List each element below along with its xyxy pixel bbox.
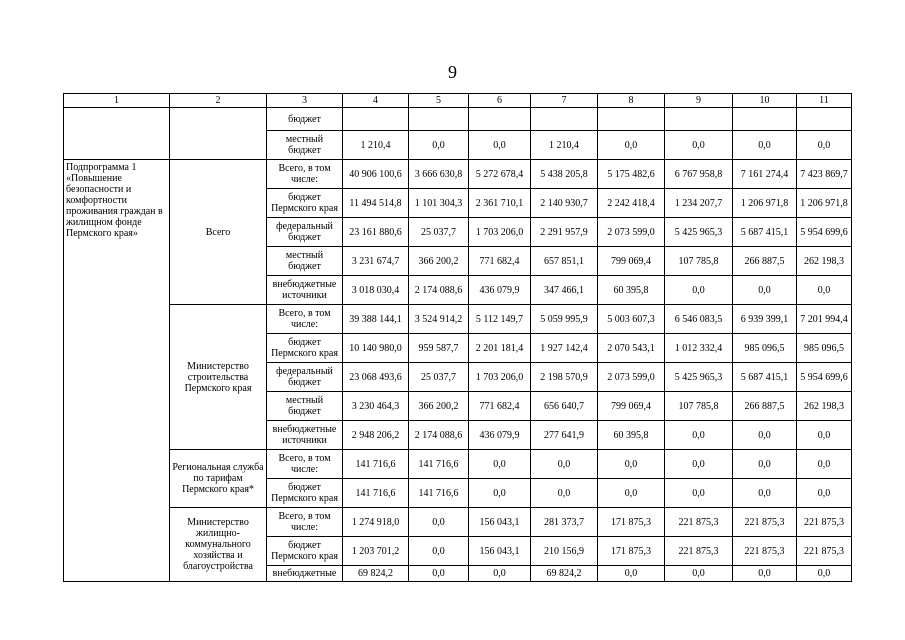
amount-cell: 985 096,5 <box>733 334 797 363</box>
amount-cell: 60 395,8 <box>598 276 665 305</box>
amount-cell: 6 939 399,1 <box>733 305 797 334</box>
amount-cell: 366 200,2 <box>409 392 469 421</box>
amount-cell: 2 291 957,9 <box>531 218 598 247</box>
header-cell: 2 <box>170 94 267 108</box>
funding-source-cell: местный бюджет <box>267 247 343 276</box>
amount-cell: 69 824,2 <box>531 566 598 582</box>
amount-cell: 0,0 <box>733 450 797 479</box>
funding-source-cell: Всего, в том числе: <box>267 450 343 479</box>
amount-cell: 1 206 971,8 <box>797 189 852 218</box>
amount-cell <box>665 108 733 131</box>
subprogram-title: Подпрограмма 1 «Повышение безопасности и комфортности проживания граждан в жилищном фонде Пермского края» <box>64 160 170 582</box>
header-cell: 3 <box>267 94 343 108</box>
amount-cell: 5 272 678,4 <box>469 160 531 189</box>
amount-cell: 5 003 607,3 <box>598 305 665 334</box>
amount-cell: 959 587,7 <box>409 334 469 363</box>
amount-cell: 0,0 <box>531 450 598 479</box>
amount-cell: 1 210,4 <box>343 131 409 160</box>
amount-cell: 221 875,3 <box>733 508 797 537</box>
amount-cell: 436 079,9 <box>469 421 531 450</box>
amount-cell: 39 388 144,1 <box>343 305 409 334</box>
amount-cell: 2 361 710,1 <box>469 189 531 218</box>
amount-cell: 0,0 <box>598 479 665 508</box>
table-row <box>64 450 852 479</box>
amount-cell: 156 043,1 <box>469 508 531 537</box>
amount-cell: 2 140 930,7 <box>531 189 598 218</box>
amount-cell: 2 070 543,1 <box>598 334 665 363</box>
funding-source-cell: бюджет <box>267 108 343 131</box>
amount-cell: 1 274 918,0 <box>343 508 409 537</box>
amount-cell: 7 161 274,4 <box>733 160 797 189</box>
amount-cell: 0,0 <box>409 566 469 582</box>
budget-table <box>63 93 852 582</box>
amount-cell <box>343 108 409 131</box>
amount-cell: 0,0 <box>469 479 531 508</box>
amount-cell: 3 018 030,4 <box>343 276 409 305</box>
header-cell: 5 <box>409 94 469 108</box>
amount-cell: 107 785,8 <box>665 392 733 421</box>
funding-source-cell: Всего, в том числе: <box>267 305 343 334</box>
amount-cell: 0,0 <box>469 131 531 160</box>
amount-cell: 6 767 958,8 <box>665 160 733 189</box>
amount-cell: 2 174 088,6 <box>409 276 469 305</box>
amount-cell <box>797 108 852 131</box>
amount-cell: 171 875,3 <box>598 508 665 537</box>
amount-cell: 0,0 <box>409 537 469 566</box>
amount-cell: 2 174 088,6 <box>409 421 469 450</box>
amount-cell: 141 716,6 <box>343 479 409 508</box>
amount-cell: 266 887,5 <box>733 247 797 276</box>
amount-cell: 0,0 <box>409 508 469 537</box>
funding-source-cell: местный бюджет <box>267 131 343 160</box>
funding-source-cell: бюджет Пермского края <box>267 189 343 218</box>
header-cell: 6 <box>469 94 531 108</box>
amount-cell: 277 641,9 <box>531 421 598 450</box>
amount-cell: 141 716,6 <box>409 479 469 508</box>
amount-cell: 0,0 <box>409 131 469 160</box>
group-ministry-construction: Министерство строительства Пермского края <box>170 305 267 450</box>
amount-cell: 2 073 599,0 <box>598 218 665 247</box>
amount-cell: 1 206 971,8 <box>733 189 797 218</box>
amount-cell: 1 210,4 <box>531 131 598 160</box>
amount-cell: 0,0 <box>531 479 598 508</box>
amount-cell: 7 423 869,7 <box>797 160 852 189</box>
table-row <box>64 305 852 334</box>
header-cell: 11 <box>797 94 852 108</box>
amount-cell: 3 524 914,2 <box>409 305 469 334</box>
funding-source-cell: федеральный бюджет <box>267 218 343 247</box>
funding-source-cell: местный бюджет <box>267 392 343 421</box>
amount-cell: 156 043,1 <box>469 537 531 566</box>
amount-cell: 1 234 207,7 <box>665 189 733 218</box>
amount-cell: 0,0 <box>665 131 733 160</box>
amount-cell: 0,0 <box>797 421 852 450</box>
group-tariff-service: Региональная служба по тарифам Пермского края* <box>170 450 267 508</box>
amount-cell: 0,0 <box>733 479 797 508</box>
amount-cell: 1 927 142,4 <box>531 334 598 363</box>
amount-cell: 0,0 <box>598 566 665 582</box>
header-cell: 1 <box>64 94 170 108</box>
amount-cell: 23 161 880,6 <box>343 218 409 247</box>
header-cell: 9 <box>665 94 733 108</box>
group-blank-cell <box>170 108 267 160</box>
amount-cell: 266 887,5 <box>733 392 797 421</box>
amount-cell: 141 716,6 <box>409 450 469 479</box>
header-cell: 7 <box>531 94 598 108</box>
amount-cell: 1 703 206,0 <box>469 218 531 247</box>
amount-cell: 141 716,6 <box>343 450 409 479</box>
amount-cell: 0,0 <box>797 450 852 479</box>
amount-cell: 0,0 <box>598 450 665 479</box>
funding-source-cell: внебюджетные <box>267 566 343 582</box>
amount-cell <box>469 108 531 131</box>
amount-cell: 6 546 083,5 <box>665 305 733 334</box>
header-cell: 4 <box>343 94 409 108</box>
amount-cell: 5 059 995,9 <box>531 305 598 334</box>
amount-cell: 436 079,9 <box>469 276 531 305</box>
amount-cell: 0,0 <box>665 566 733 582</box>
amount-cell: 5 954 699,6 <box>797 218 852 247</box>
header-cell: 10 <box>733 94 797 108</box>
amount-cell: 0,0 <box>665 421 733 450</box>
amount-cell: 107 785,8 <box>665 247 733 276</box>
amount-cell <box>733 108 797 131</box>
amount-cell: 171 875,3 <box>598 537 665 566</box>
amount-cell: 221 875,3 <box>733 537 797 566</box>
amount-cell: 0,0 <box>733 421 797 450</box>
group-ministry-housing: Министерство жилищно-коммунального хозяйства и благоустройства <box>170 508 267 582</box>
amount-cell: 0,0 <box>665 276 733 305</box>
subprogram-blank-cell <box>64 108 170 160</box>
funding-source-cell: Всего, в том числе: <box>267 508 343 537</box>
amount-cell: 771 682,4 <box>469 392 531 421</box>
amount-cell: 0,0 <box>733 276 797 305</box>
amount-cell: 5 687 415,1 <box>733 218 797 247</box>
amount-cell: 5 954 699,6 <box>797 363 852 392</box>
amount-cell: 1 703 206,0 <box>469 363 531 392</box>
amount-cell: 25 037,7 <box>409 363 469 392</box>
amount-cell: 23 068 493,6 <box>343 363 409 392</box>
amount-cell: 0,0 <box>797 131 852 160</box>
amount-cell: 985 096,5 <box>797 334 852 363</box>
funding-source-cell: внебюджетные источники <box>267 276 343 305</box>
amount-cell: 281 373,7 <box>531 508 598 537</box>
amount-cell: 0,0 <box>469 450 531 479</box>
amount-cell: 5 425 965,3 <box>665 218 733 247</box>
amount-cell: 1 101 304,3 <box>409 189 469 218</box>
amount-cell: 771 682,4 <box>469 247 531 276</box>
amount-cell: 221 875,3 <box>797 537 852 566</box>
amount-cell: 2 073 599,0 <box>598 363 665 392</box>
amount-cell: 1 012 332,4 <box>665 334 733 363</box>
amount-cell: 210 156,9 <box>531 537 598 566</box>
header-row <box>64 94 852 108</box>
amount-cell: 366 200,2 <box>409 247 469 276</box>
amount-cell: 0,0 <box>733 566 797 582</box>
amount-cell <box>531 108 598 131</box>
amount-cell: 1 203 701,2 <box>343 537 409 566</box>
funding-source-cell: федеральный бюджет <box>267 363 343 392</box>
amount-cell <box>409 108 469 131</box>
amount-cell: 2 242 418,4 <box>598 189 665 218</box>
amount-cell: 657 851,1 <box>531 247 598 276</box>
table-row <box>64 108 852 131</box>
amount-cell: 10 140 980,0 <box>343 334 409 363</box>
amount-cell: 221 875,3 <box>665 508 733 537</box>
amount-cell: 2 948 206,2 <box>343 421 409 450</box>
amount-cell: 0,0 <box>598 131 665 160</box>
amount-cell: 60 395,8 <box>598 421 665 450</box>
amount-cell: 5 112 149,7 <box>469 305 531 334</box>
amount-cell: 5 175 482,6 <box>598 160 665 189</box>
amount-cell: 221 875,3 <box>665 537 733 566</box>
amount-cell: 799 069,4 <box>598 247 665 276</box>
amount-cell: 0,0 <box>797 479 852 508</box>
amount-cell: 0,0 <box>797 566 852 582</box>
header-cell: 8 <box>598 94 665 108</box>
amount-cell: 262 198,3 <box>797 247 852 276</box>
funding-source-cell: бюджет Пермского края <box>267 479 343 508</box>
table-row <box>64 508 852 537</box>
amount-cell: 5 425 965,3 <box>665 363 733 392</box>
funding-source-cell: бюджет Пермского края <box>267 537 343 566</box>
amount-cell: 3 230 464,3 <box>343 392 409 421</box>
page-number: 9 <box>448 62 457 82</box>
funding-source-cell: внебюджетные источники <box>267 421 343 450</box>
amount-cell: 3 666 630,8 <box>409 160 469 189</box>
amount-cell: 69 824,2 <box>343 566 409 582</box>
table-row <box>64 160 852 189</box>
amount-cell: 0,0 <box>665 479 733 508</box>
amount-cell: 656 640,7 <box>531 392 598 421</box>
amount-cell: 3 231 674,7 <box>343 247 409 276</box>
amount-cell: 2 198 570,9 <box>531 363 598 392</box>
amount-cell: 5 687 415,1 <box>733 363 797 392</box>
amount-cell: 0,0 <box>733 131 797 160</box>
group-total: Всего <box>170 160 267 305</box>
amount-cell: 5 438 205,8 <box>531 160 598 189</box>
amount-cell <box>598 108 665 131</box>
amount-cell: 221 875,3 <box>797 508 852 537</box>
amount-cell: 2 201 181,4 <box>469 334 531 363</box>
amount-cell: 0,0 <box>797 276 852 305</box>
amount-cell: 25 037,7 <box>409 218 469 247</box>
amount-cell: 262 198,3 <box>797 392 852 421</box>
funding-source-cell: бюджет Пермского края <box>267 334 343 363</box>
amount-cell: 0,0 <box>469 566 531 582</box>
amount-cell: 40 906 100,6 <box>343 160 409 189</box>
amount-cell: 11 494 514,8 <box>343 189 409 218</box>
amount-cell: 799 069,4 <box>598 392 665 421</box>
amount-cell: 7 201 994,4 <box>797 305 852 334</box>
funding-source-cell: Всего, в том числе: <box>267 160 343 189</box>
amount-cell: 347 466,1 <box>531 276 598 305</box>
amount-cell: 0,0 <box>665 450 733 479</box>
